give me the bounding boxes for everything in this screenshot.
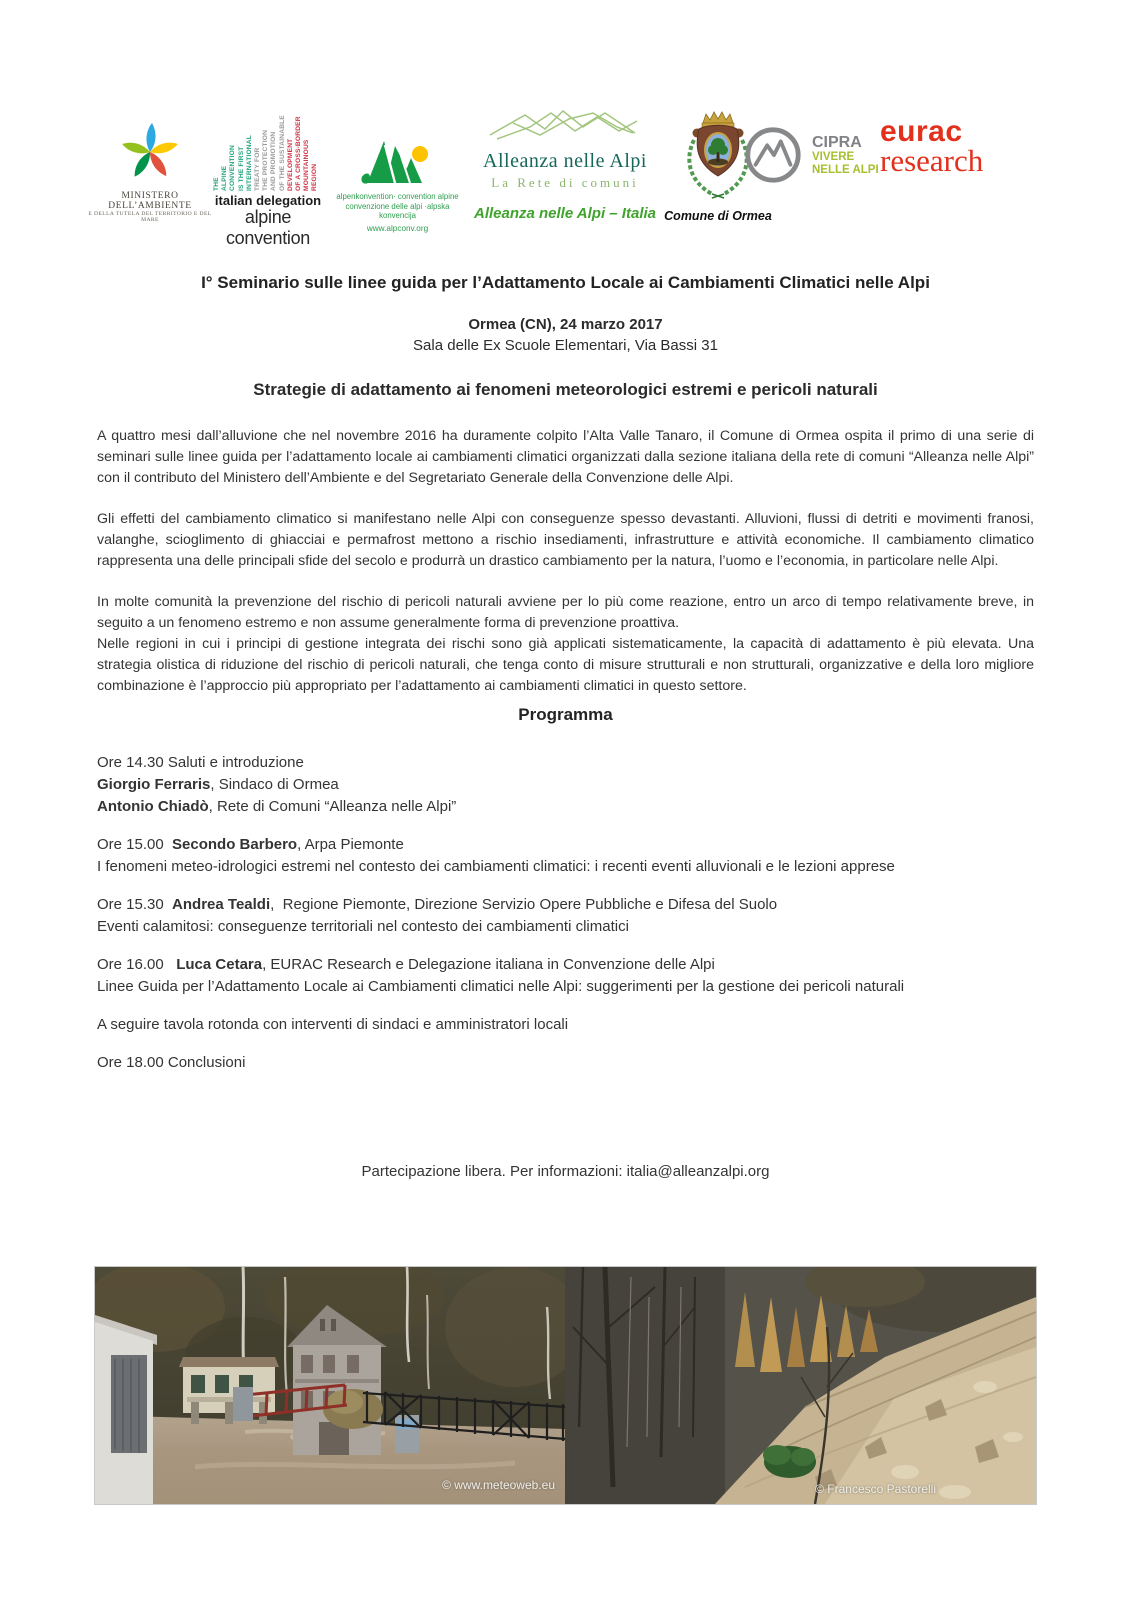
ormea-caption: Comune di Ormea: [664, 209, 772, 223]
cipra-logo: [742, 124, 882, 186]
contact-line: Partecipazione libera. Per informazioni: italia@alleanzalpi.org: [361, 1163, 770, 1180]
program-text: Ore 15.30: [97, 896, 173, 913]
alleanza-italia-label: Alleanza nelle Alpi – Italia: [473, 205, 656, 222]
delegation-column: DEVELOPMENT: [286, 138, 294, 191]
delegation-vertical-text: [213, 95, 321, 191]
alpconv-mountain-icon: [360, 133, 436, 187]
program-block: [97, 954, 1034, 998]
alleanza-logo: [462, 103, 668, 222]
alleanza-subtitle: La Rete di comuni: [491, 175, 639, 190]
program-text: Ore 15.00: [97, 836, 173, 853]
flood-photo-credit: © www.meteoweb.eu: [442, 1478, 555, 1492]
program-line: [97, 834, 1034, 856]
delegation-subcaption: alpine convention: [225, 207, 311, 248]
ministero-logo: [80, 116, 220, 223]
delegation-columns: [213, 95, 321, 191]
program-text: , Rete di Comuni “Alleanza nelle Alpi”: [208, 798, 457, 815]
program-line: [97, 916, 1034, 938]
program-block: [97, 834, 1034, 878]
program-heading: Programma: [518, 705, 613, 724]
delegation-logo: [213, 95, 323, 249]
delegation-column: AND PROMOTION: [270, 131, 278, 191]
program-line: [97, 774, 1034, 796]
delegation-column: THE: [213, 177, 220, 191]
delegation-caption: italian delegation: [214, 193, 322, 208]
intro-paragraph-3: [97, 592, 1034, 697]
page-title: I° Seminario sulle linee guida per l’Adattamento Locale ai Cambiamenti Climatici nelle Alpi: [201, 273, 930, 292]
delegation-column: THE PROTECTION: [262, 129, 270, 191]
program-line: [97, 752, 1034, 774]
program-line: [97, 1014, 1034, 1036]
delegation-column: IS THE FIRST: [237, 146, 245, 191]
ministero-subname: E DELLA TUTELA DEL TERRITORIO E DEL MARE: [88, 211, 212, 223]
intro-paragraph-3b: Nelle regioni in cui i principi di gestione integrata dei rischi sono già applicati sistematicamente, la capacità di adattamento è più elevata. Una strategia olistica di riduzione del rischio di pericoli naturali, che tenga conto di misure strutturali e non strutturali, organizzative e della loro migliore combinazione è l’approccio più appropriato per l’adattamento ai cambiamenti climatici in questo settore.: [97, 636, 1034, 694]
intro-text: [97, 426, 1034, 697]
event-venue: Sala delle Ex Scuole Elementari, Via Bassi 31: [413, 337, 718, 354]
landslide-photo: [565, 1267, 1036, 1504]
landslide-photo-credit: © Francesco Pastorelli: [815, 1482, 936, 1496]
event-date: Ormea (CN), 24 marzo 2017: [468, 316, 663, 333]
intro-paragraph-3a: In molte comunità la prevenzione del rischio di pericoli naturali avviene per lo più come reazione, entro un arco di tempo relativamente breve, in seguito a un fenomeno estremo e non assume generalmente forma di prevenzione proattiva.: [97, 594, 1034, 631]
landslide-photo-illustration: [565, 1267, 1036, 1504]
program-text: Ore 14.30 Saluti e introduzione: [97, 754, 304, 771]
eurac-logo: [880, 115, 1040, 178]
delegation-column: OF A CROSS-BORDER: [295, 116, 303, 191]
cipra-line2: NELLE ALPI: [812, 163, 879, 176]
program-line: [97, 894, 1034, 916]
eurac-research-wordmark: research: [880, 143, 984, 178]
alleanza-name: Alleanza nelle Alpi: [483, 150, 647, 172]
delegation-column: CONVENTION: [229, 145, 237, 191]
intro-paragraph-1: A quattro mesi dall’alluvione che nel novembre 2016 ha duramente colpito l’Alta Valle Tanaro, il Comune di Ormea ospita il primo di una serie di seminari sulle linee guida per l’adattamento locale ai cambiamenti climatici organizzati dalla sezione italiana della rete di comuni “Alleanza nelle Alpi” con il contributo del Ministero dell’Ambiente e del Segretariato Generale della Convenzione delle Alpi.: [97, 428, 1034, 486]
event-subtitle: Strategie di adattamento ai fenomeni meteorologici estremi e pericoli naturali: [253, 380, 878, 399]
speaker-name: Antonio Chiadò: [97, 798, 209, 815]
cipra-mountain-circle-icon: [742, 124, 804, 186]
intro-paragraph-2: Gli effetti del cambiamento climatico si manifestano nelle Alpi con conseguenze spesso devastanti. Alluvioni, flussi di detriti e movimenti franosi, valanghe, scioglimento di ghiacciai e permafrost mettono a rischio insediamenti, infrastrutture e attività economiche. Il cambiamento climatico rappresenta una delle principali sfide del secolo e produrrà un drastico cambiamento per la natura, l’uomo e l’economia, in particolare nelle Alpi.: [97, 511, 1034, 569]
program-text: Ore 16.00: [97, 956, 177, 973]
program-block: [97, 894, 1034, 938]
speaker-name: Andrea Tealdi: [172, 896, 271, 913]
program-text: I fenomeni meteo-idrologici estremi nel contesto dei cambiamenti climatici: i recenti eventi alluvionali e le lezioni apprese: [97, 858, 895, 875]
speaker-name: Luca Cetara: [176, 956, 263, 973]
speaker-name: Giorgio Ferraris: [97, 776, 211, 793]
program-text: , Sindaco di Ormea: [210, 776, 339, 793]
program-line: [97, 856, 1034, 878]
alpconv-line2: convenzione delle alpi ·alpska konvencija: [345, 201, 450, 220]
alpconv-logo: [330, 133, 465, 233]
program-text: Ore 18.00 Conclusioni: [97, 1054, 246, 1071]
program-text: A seguire tavola rotonda con interventi di sindaci e amministratori locali: [97, 1016, 569, 1033]
delegation-column: INTERNATIONAL: [245, 135, 253, 191]
program-text: , Regione Piemonte, Direzione Servizio Opere Pubbliche e Difesa del Suolo: [270, 896, 778, 913]
delegation-column: ALPINE: [221, 165, 229, 191]
program-block: [97, 1052, 1034, 1074]
program-block: [97, 752, 1034, 818]
delegation-column: TREATY FOR: [254, 147, 262, 191]
program-text: , EURAC Research e Delegazione italiana in Convenzione delle Alpi: [262, 956, 715, 973]
program-line: [97, 796, 1034, 818]
flood-photo: [95, 1267, 565, 1504]
speaker-name: Secondo Barbero: [172, 836, 298, 853]
program-line: [97, 1052, 1034, 1074]
program-line: [97, 954, 1034, 976]
delegation-column: MOUNTAINOUS: [303, 139, 311, 191]
program-text: Eventi calamitosi: conseguenze territoriali nel contesto dei cambiamenti climatici: [97, 918, 629, 935]
cipra-name: CIPRA: [812, 133, 862, 151]
alpconv-line1: alpenkonvention· convention alpine: [336, 192, 459, 201]
program-list: [97, 752, 1034, 1074]
ministero-star-icon: [120, 116, 180, 182]
alpconv-url: www.alpconv.org: [366, 223, 429, 233]
program-line: [97, 976, 1034, 998]
flood-photo-illustration: [95, 1267, 565, 1504]
program-text: Linee Guida per l’Adattamento Locale ai Cambiamenti climatici nelle Alpi: suggerimenti per la gestione dei pericoli naturali: [97, 978, 905, 995]
cipra-line1: VIVERE: [812, 150, 855, 163]
photo-strip: [95, 1267, 1036, 1504]
program-block: [97, 1014, 1034, 1036]
alleanza-zigzag-icon: [485, 103, 645, 145]
program-text: , Arpa Piemonte: [297, 836, 404, 853]
delegation-column: REGION: [311, 163, 319, 191]
eurac-wordmark: eurac: [880, 115, 963, 148]
delegation-column: OF THE SUSTAINABLE: [278, 114, 286, 191]
ministero-name: MINISTERO DELL’AMBIENTE: [108, 191, 192, 211]
program-section: [97, 705, 1034, 1090]
